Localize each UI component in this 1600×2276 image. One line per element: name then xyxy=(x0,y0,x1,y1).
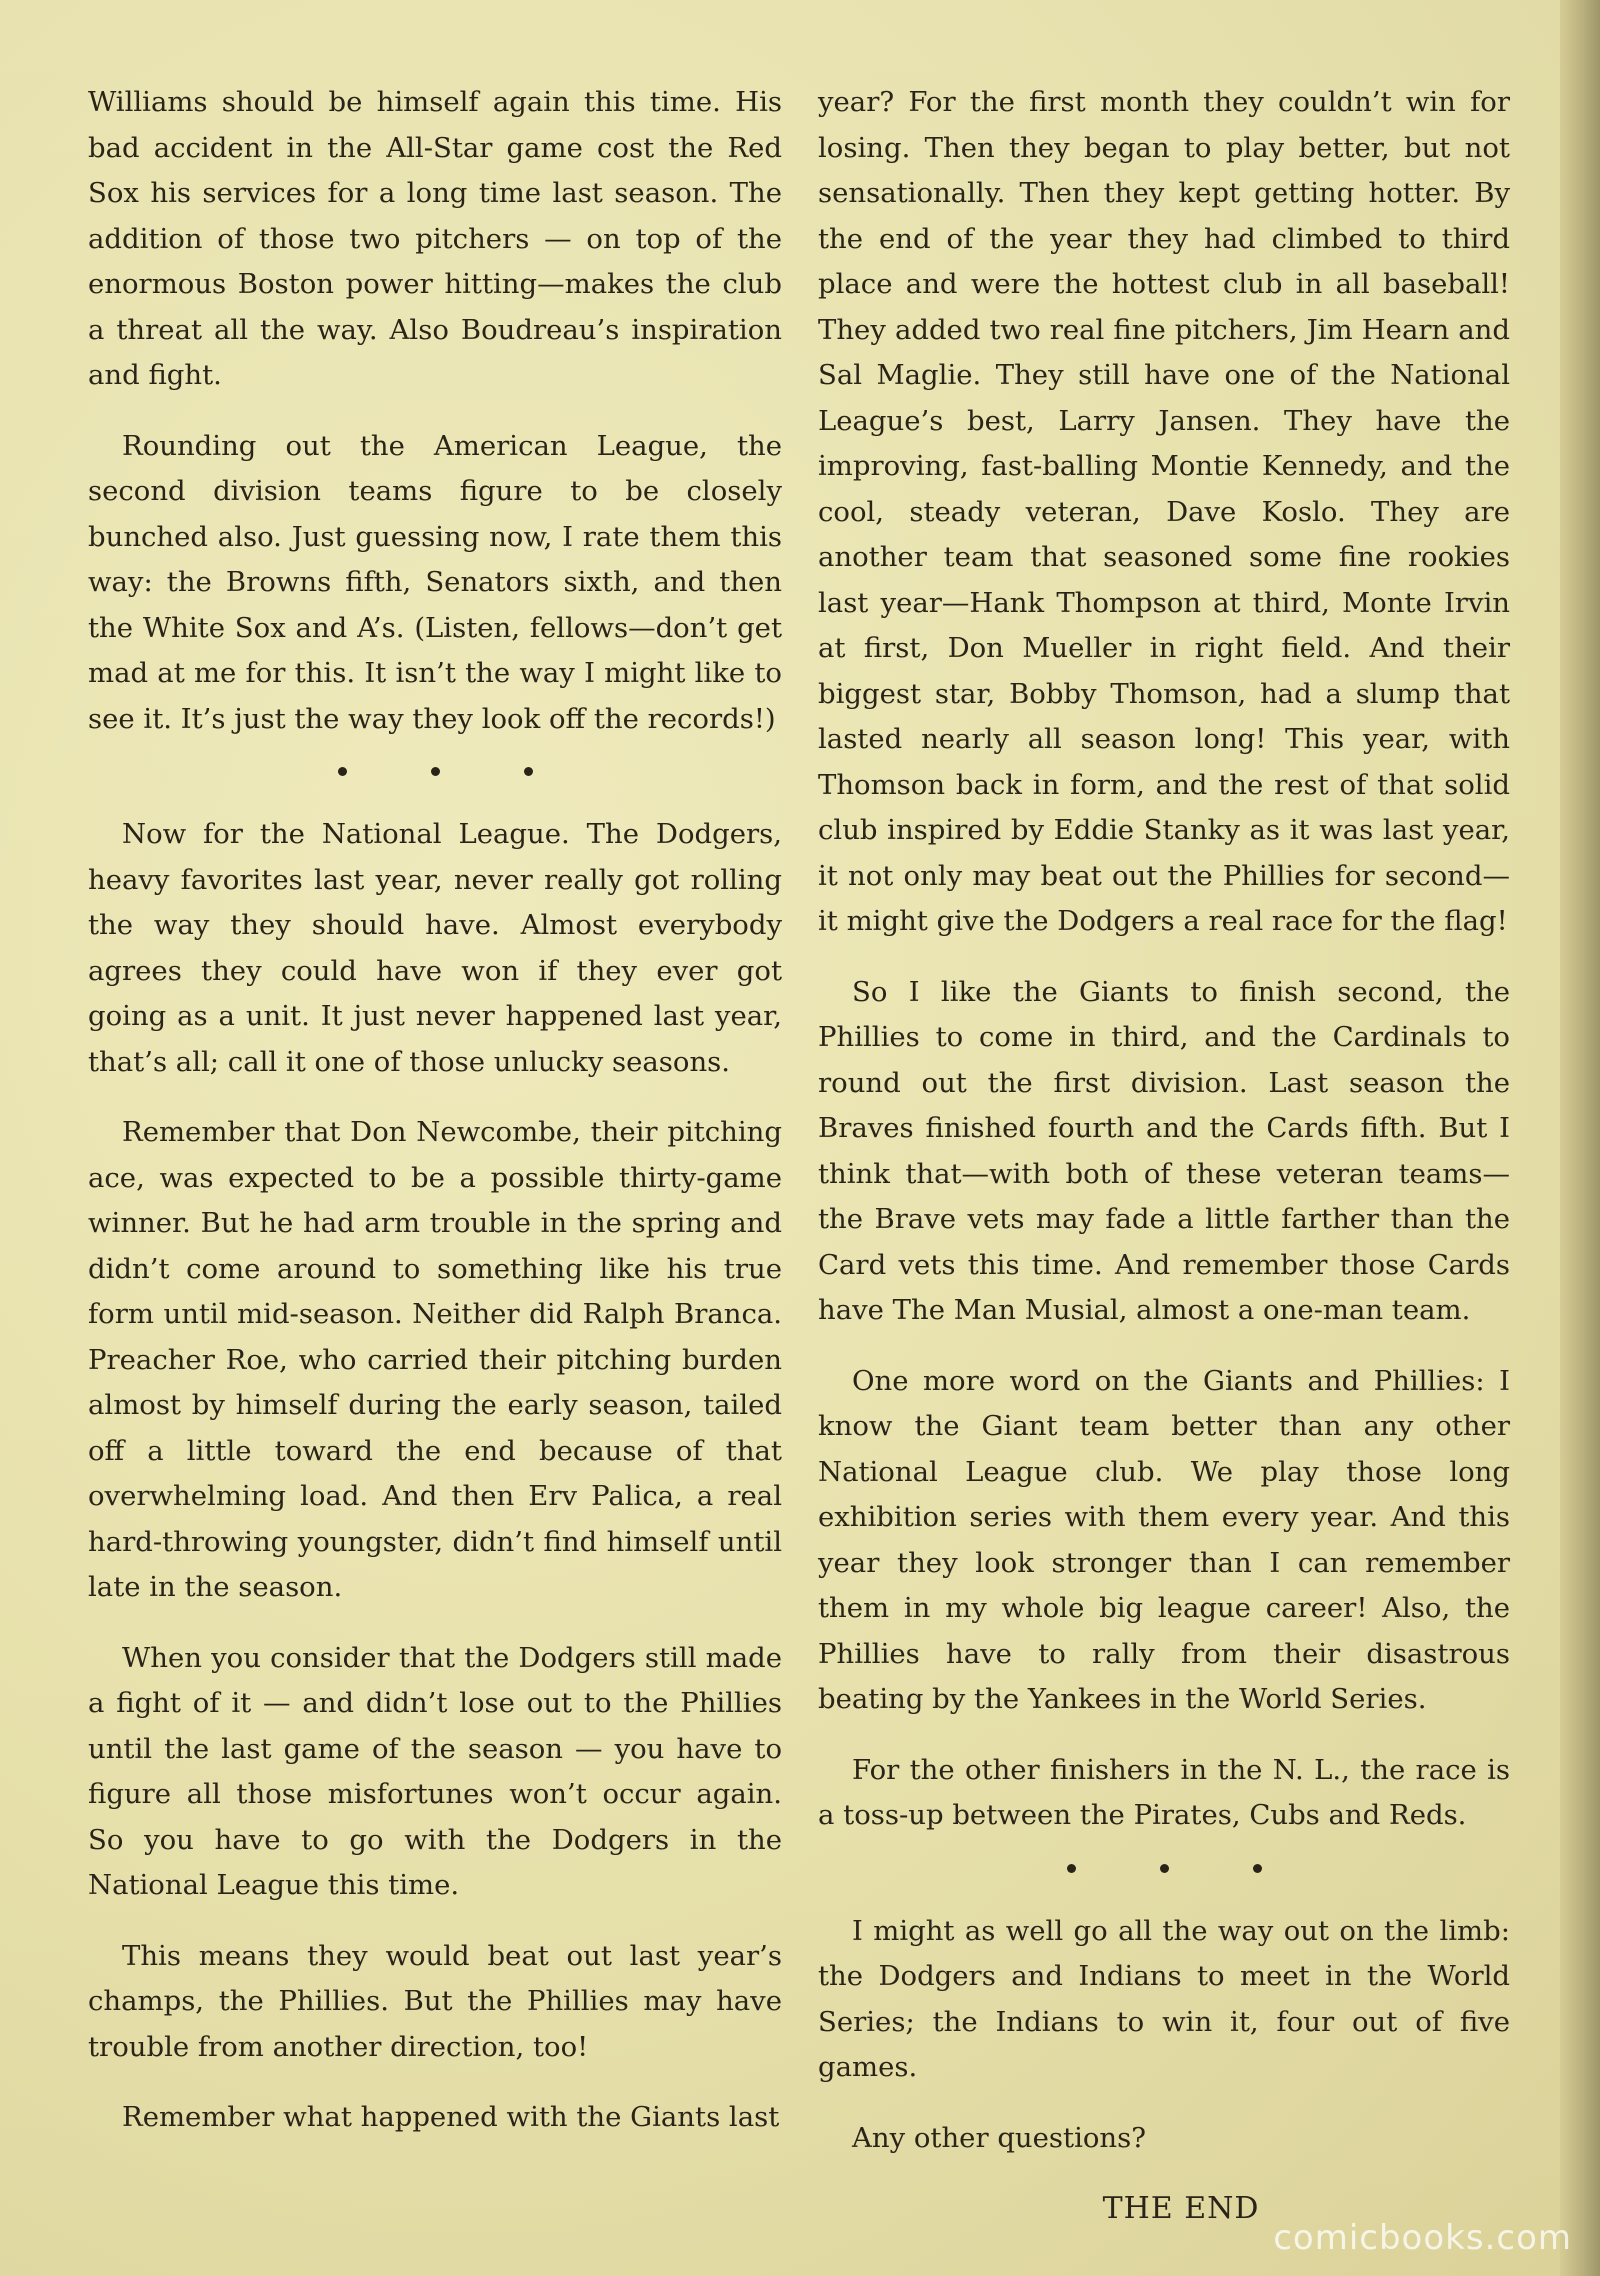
paragraph: This means they would beat out last year’s champs, the Phillies. But the Phillies may have trouble from another direction, too! xyxy=(88,1939,782,2063)
paragraph: Williams should be himself again this time. His bad accident in the All-Star game cost the Red Sox his services for a long time last season. The addition of those two pitchers — on top of the enormous Boston power hitting—makes the club a threat all the way. Also Boudreau’s inspiration and fight. xyxy=(88,86,782,391)
divider-dot xyxy=(524,767,533,776)
paragraph: So I like the Giants to finish second, the Phillies to come in third, and the Cardinals to round out the first division. Last season the Braves finished fourth and the Cards fifth. But I think that—with both of these veteran teams—the Brave vets may fade a little farther than the Card vets this time. And remember those Cards have The Man Musial, almost a one-man team. xyxy=(818,975,1510,1326)
paragraph: I might as well go all the way out on the limb: the Dodgers and Indians to meet in the World Series; the Indians to win it, four out of five games. xyxy=(818,1914,1510,2083)
paragraph: Rounding out the American League, the second division teams figure to be closely bunched also. Just guessing now, I rate them this way: the Browns fifth, Senators sixth, and then the White Sox and A’s. (Listen, fellows—don’t get mad at me for this. It isn’t the way I might like to see it. It’s just the way they look off the records!) xyxy=(88,429,782,735)
paragraph: One more word on the Giants and Phillies: I know the Giant team better than any other National League club. We play those long exhibition series with them every year. And this year they look stronger than I can remember them in my whole big league career! Also, the Phillies have to rally from their disastrous beating by the Yankees in the World Series. xyxy=(818,1364,1510,1715)
left-column xyxy=(88,80,782,2166)
divider-dot xyxy=(1253,1864,1262,1873)
divider-dot xyxy=(1160,1864,1169,1873)
divider-dot xyxy=(431,767,440,776)
paragraph: Any other questions? xyxy=(852,2121,1147,2154)
watermark: comicbooks.com xyxy=(1273,2218,1572,2258)
paragraph: year? For the first month they couldn’t win for losing. Then they began to play better, but not sensationally. Then they kept getting hotter. By the end of the year they had climbed to third place and were the hottest club in all baseball! They added two real fine pitchers, Jim Hearn and Sal Maglie. They still have one of the National League’s best, Larry Jansen. They have the improving, fast-balling Montie Kennedy, and the cool, steady veteran, Dave Koslo. They are another team that seasoned some fine rookies last year—Hank Thompson at third, Monte Irvin at first, Don Mueller in right field. And their biggest star, Bobby Thomson, had a slump that lasted nearly all season long! This year, with Thomson back in form, and the rest of that solid club inspired by Eddie Stanky as it was last year, it not only may beat out the Phillies for second—it might give the Dodgers a real race for the flag! xyxy=(818,86,1510,937)
right-column xyxy=(818,80,1510,2257)
paragraph: Remember what happened with the Giants last xyxy=(122,2101,780,2133)
paragraph: When you consider that the Dodgers still made a fight of it — and didn’t lose out to the Phillies until the last game of the season — you have to figure all those misfortunes won’t occur again. So you have to go with the Dodgers in the National League this time. xyxy=(88,1641,782,1901)
divider-dot xyxy=(338,767,347,776)
section-divider xyxy=(88,767,782,776)
paragraph: For the other finishers in the N. L., the race is a toss-up between the Pirates, Cubs and Reds. xyxy=(818,1753,1510,1831)
section-divider xyxy=(818,1864,1510,1873)
paragraph: Now for the National League. The Dodgers, heavy favorites last year, never really got rolling the way they should have. Almost everybody agrees they could have won if they ever got going as a unit. It just never happened last year, that’s all; call it one of those unlucky seasons. xyxy=(88,818,782,1078)
divider-dot xyxy=(1067,1864,1076,1873)
page-edge xyxy=(1560,0,1600,2276)
paragraph: Remember that Don Newcombe, their pitching ace, was expected to be a possible thirty-game winner. But he had arm trouble in the spring and didn’t come around to something like his true form until mid-season. Neither did Ralph Branca. Preacher Roe, who carried their pitching burden almost by himself during the early season, tailed off a little toward the end because of that overwhelming load. And then Erv Palica, a real hard-throwing youngster, didn’t find himself until late in the season. xyxy=(88,1116,782,1603)
the-end-label: THE END xyxy=(1102,2191,1260,2226)
